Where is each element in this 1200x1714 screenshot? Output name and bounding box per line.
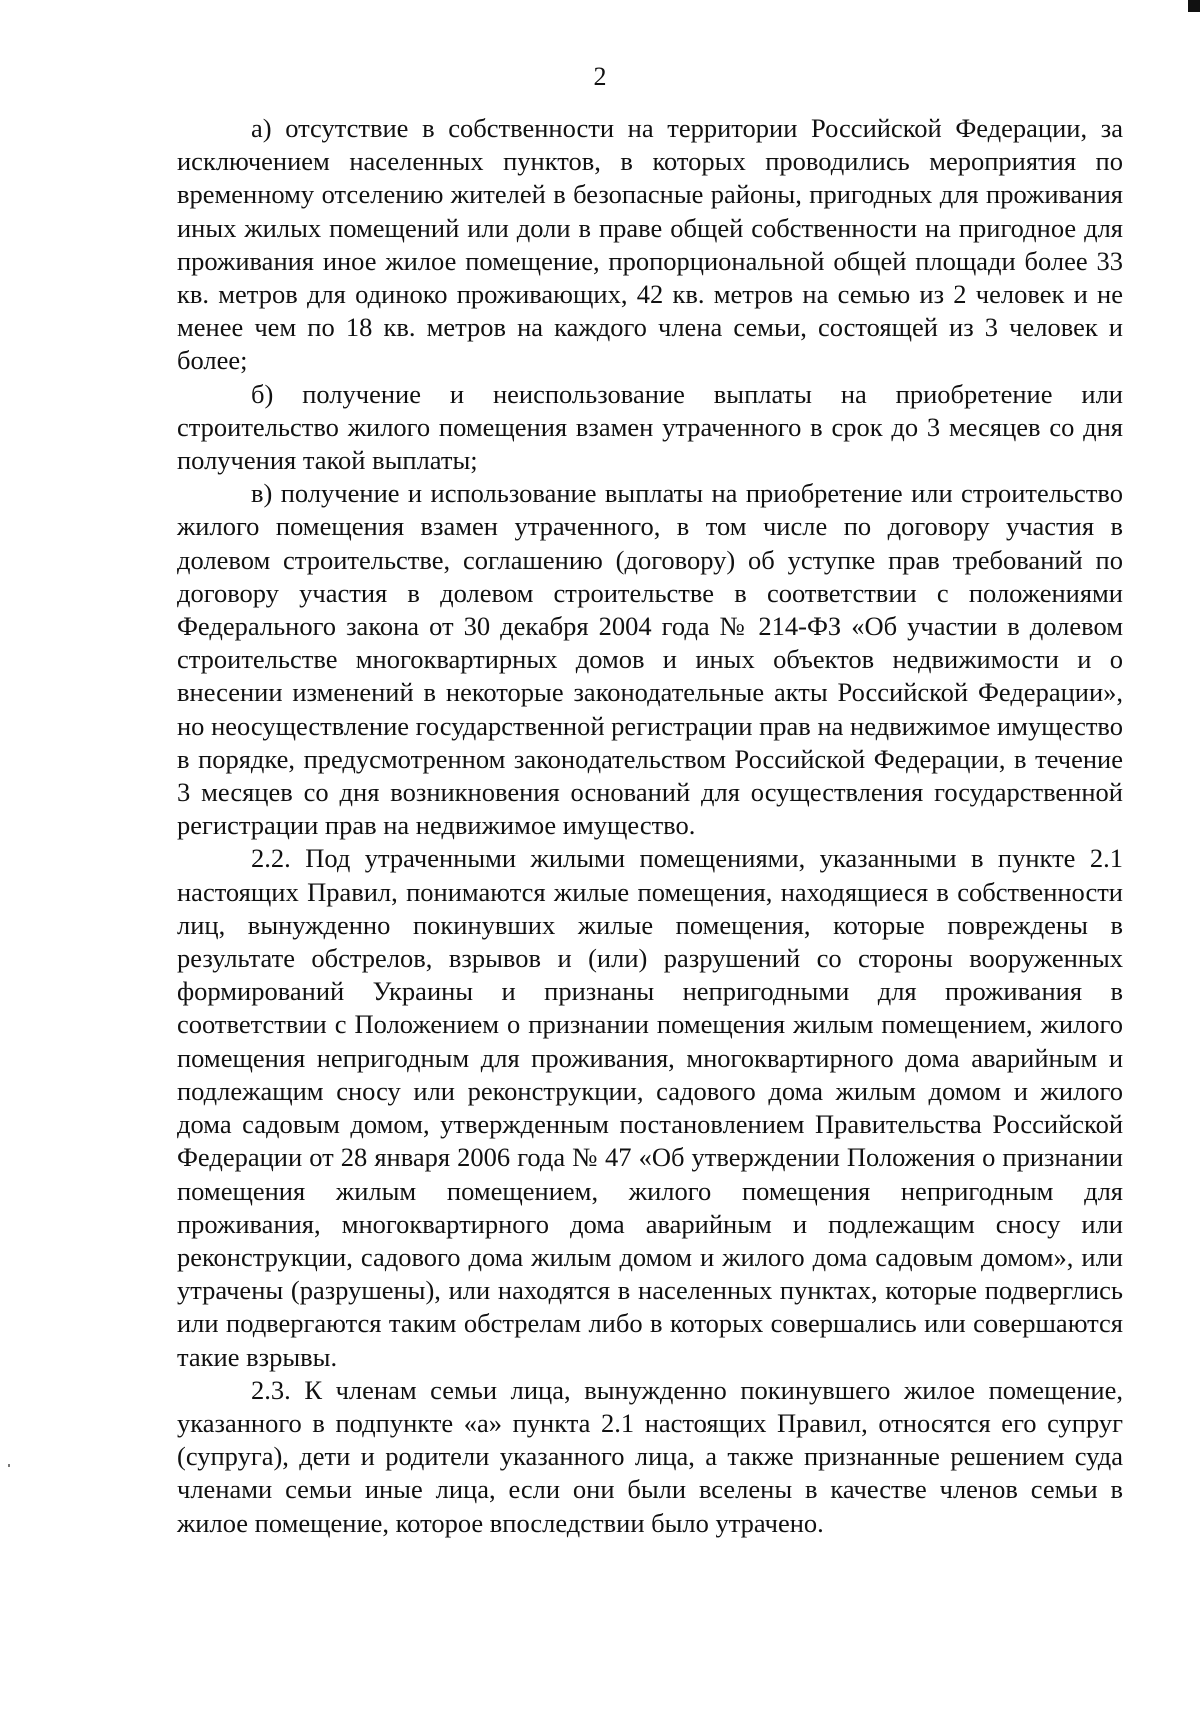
paragraph-subitem-v: в) получение и использование выплаты на приобретение или строительство жилого помещения взамен утраченного, в том числе по договору участия в долевом строительстве, соглашению (договору) об уступке прав требований по договору участия в долевом строительстве в соответствии с положениями Федерального закона от 30 декабря 2004 года № 214-ФЗ «Об участии в долевом строительстве многоквартирных домов и иных объектов недвижимости и о внесении изменений в некоторые законодательные акты Российской Федерации», но неосуществление государственной регистрации прав на недвижимое имущество в порядке, предусмотренном законодательством Российской Федерации, в течение 3 месяцев со дня возникновения оснований для осуществления государственной регистрации прав на недвижимое имущество. (177, 478, 1123, 841)
paragraph-subitem-a: а) отсутствие в собственности на территории Российской Федерации, за исключением населенных пунктов, в которых проводились мероприятия по временному отселению жителей в безопасные районы, пригодных для проживания иных жилых помещений или доли в праве общей собственности на пригодное для проживания иное жилое помещение, пропорциональной общей площади более 33 кв. метров для одиноко проживающих, 42 кв. метров на семью из 2 человек и не менее чем по 18 кв. метров на каждого члена семьи, состоящей из 3 человек и более; (177, 113, 1123, 376)
paragraph-clause-2-3: 2.3. К членам семьи лица, вынужденно покинувшего жилое помещение, указанного в подпункте «а» пункта 2.1 настоящих Правил, относятся его супруг (супруга), дети и родители указанного лица, а также признанные решением суда членами семьи иные лица, если они были вселены в качестве членов семьи в жилое помещение, которое впоследствии было утрачено. (177, 1374, 1123, 1538)
page-number: 2 (593, 62, 607, 91)
paragraph-clause-2-2: 2.2. Под утраченными жилыми помещениями, указанными в пункте 2.1 настоящих Правил, понимаются жилые помещения, находящиеся в собственности лиц, вынужденно покинувших жилые помещения, которые повреждены в результате обстрелов, взрывов и (или) разрушений со стороны вооруженных формирований Украины и признаны непригодными для проживания в соответствии с Положением о признании помещения жилым помещением, жилого помещения непригодным для проживания, многоквартирного дома аварийным и подлежащим сносу или реконструкции, садового дома жилым домом и жилого дома садовым домом, утвержденным постановлением Правительства Российской Федерации от 28 января 2006 года № 47 «Об утверждении Положения о признании помещения жилым помещением, жилого помещения непригодным для проживания, многоквартирного дома аварийным и подлежащим сносу или реконструкции, садового дома жилым домом и жилого дома садовым домом», или утрачены (разрушены), или находятся в населенных пунктах, которые подверглись или подвергаются таким обстрелам либо в которых совершались или совершаются такие взрывы. (177, 843, 1123, 1372)
paragraph-subitem-b: б) получение и неиспользование выплаты на приобретение или строительство жилого помещения взамен утраченного в срок до 3 месяцев со дня получения такой выплаты; (177, 378, 1123, 476)
scan-corner-mark (1188, 0, 1200, 12)
document-body (177, 112, 1123, 1540)
scan-speck (8, 1464, 10, 1467)
